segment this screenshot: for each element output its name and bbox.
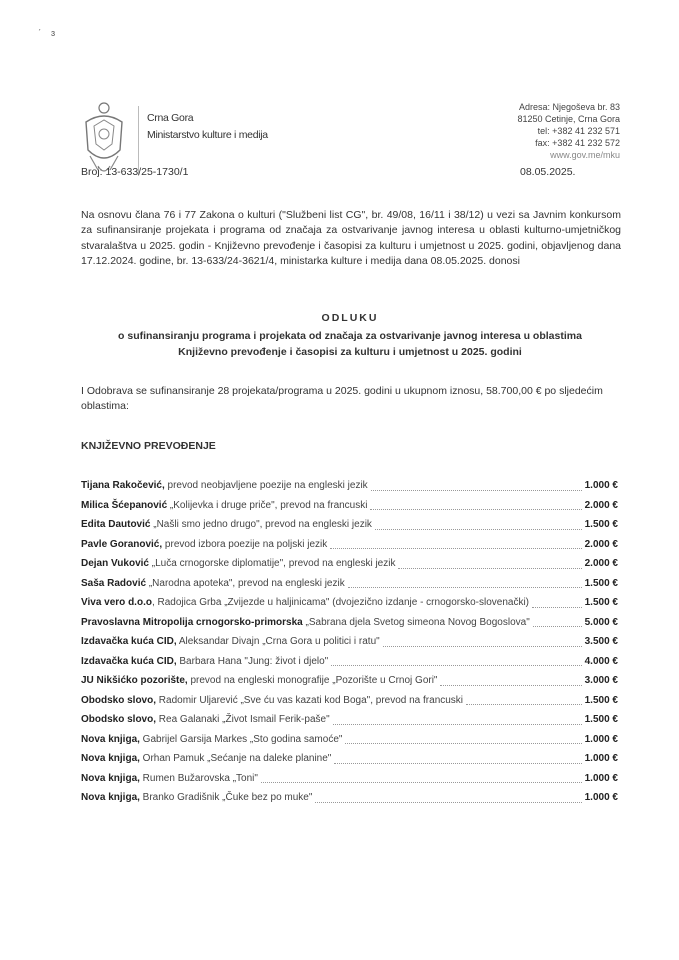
dotted-leader [383,646,582,647]
funding-entry [81,733,618,748]
entry-text [81,694,463,709]
entry-recipient: Tijana Rakočević, [81,480,165,491]
entry-amount: 4.000 € [584,655,618,667]
funding-entry [81,713,618,728]
entry-amount: 1.500 € [584,519,618,530]
entry-amount: 1.500 € [584,694,618,706]
entry-amount: 3.000 € [584,675,618,686]
entry-recipient: Obodsko slovo, [81,714,157,725]
entry-amount: 1.500 € [584,577,618,589]
entry-text [81,499,367,514]
entry-amount: 1.000 € [584,480,618,491]
entry-recipient: Nova knjiga, [81,772,140,784]
entry-recipient: Nova knjiga, [81,733,140,745]
funding-list [81,479,618,811]
entry-text [81,557,395,572]
entry-recipient: JU Nikšićko pozorište, [81,675,188,686]
funding-entry [81,518,618,533]
fax-line: fax: +382 41 232 572 [535,138,620,148]
address-line: Adresa: Njegoševa br. 83 [518,102,620,112]
dotted-leader [375,529,582,530]
funding-entry [81,694,618,709]
dotted-leader [348,587,582,588]
entry-description: Barbara Hana "Jung: život i djelo" [176,655,329,667]
entry-description: Rea Galanaki „Život Ismail Ferik-paše" [156,714,330,725]
organization-block [147,110,268,144]
document-date: 08.05.2025. [520,166,576,178]
entry-text [81,752,331,767]
entry-recipient: Nova knjiga, [81,753,140,764]
entry-text [81,713,330,728]
entry-recipient: Obodsko slovo, [81,694,157,706]
entry-text [81,674,437,689]
entry-amount: 1.000 € [584,792,618,803]
entry-description: Orhan Pamuk „Sećanje na daleke planine" [139,753,332,764]
dotted-leader [371,490,582,491]
entry-text [81,577,345,592]
entry-description: prevod neobjavljene poezije na engleski jezik [164,480,368,491]
dotted-leader [532,607,582,608]
dotted-leader [333,724,582,725]
entry-amount: 2.000 € [584,558,618,569]
ministry-name: Ministarstvo kulture i medija [147,129,268,141]
address-block [517,101,620,161]
entry-description: „Sabrana djela Svetog simeona Novog Bogoslova" [302,616,530,628]
entry-recipient: Izdavačka kuća CID, [81,636,177,647]
entry-description: „Narodna apoteka", prevod na engleski jezik [146,577,345,589]
summary-paragraph: I Odobrava se sufinansiranje 28 projekata/programa u 2025. godini u ukupnom iznosu, 58.700,00 € po sljedećim oblastima: [81,385,603,412]
dotted-leader [331,665,581,666]
dotted-leader [261,782,582,783]
entry-description: Branko Gradišnik „Čuke bez po muke" [139,792,313,803]
entry-text [81,479,368,494]
funding-entry [81,752,618,767]
funding-entry [81,557,618,572]
entry-description: Aleksandar Divajn „Crna Gora u politici i ratu" [176,636,380,647]
entry-recipient: Viva vero d.o.o [81,597,152,608]
dotted-leader [466,704,582,705]
address-line: 81250 Cetinje, Crna Gora [517,114,620,124]
entry-recipient: Edita Dautović [81,519,151,530]
reference-number: Broj: 13-633/25-1730/1 [81,166,189,178]
decision-subtitle: o sufinansiranju programa i projekata od značaja za ostvarivanje javnog interesa u oblastima Književno prevođenje i časopisi za kulturu i umjetnost u 2025. godini [118,330,582,358]
decision-title: ODLUKU [321,312,379,324]
website-link[interactable]: www.gov.me/mku [550,150,620,160]
entry-recipient: Pavle Goranović, [81,538,163,550]
entry-description: „Našli smo jedno drugo", prevod na engleski jezik [150,519,372,530]
funding-entry [81,479,618,494]
entry-amount: 3.500 € [584,636,618,647]
entry-text [81,635,380,650]
funding-entry [81,538,618,553]
entry-recipient: Dejan Vuković [81,558,149,569]
entry-description: „Luča crnogorske diplomatije", prevod na engleski jezik [149,558,396,569]
funding-entry [81,655,618,670]
entry-recipient: Saša Radović [81,577,147,589]
funding-entry [81,616,618,631]
entry-amount: 5.000 € [584,616,618,628]
entry-description: Radomir Uljarević „Sve ću vas kazati kod Boga", prevod na francuski [156,694,464,706]
funding-entry [81,499,618,514]
funding-entry [81,635,618,650]
dotted-leader [330,548,581,549]
entry-amount: 2.000 € [584,499,618,511]
scan-artifact: ˊ ɜ [38,28,56,38]
entry-text [81,772,258,787]
entry-amount: 1.000 € [584,753,618,764]
entry-recipient: Nova knjiga, [81,792,140,803]
entry-description: , Radojica Grba „Zvijezde u haljinicama" (dvojezično izdanje - crnogorsko-slovenački) [151,597,529,608]
entry-description: Gabrijel Garsija Markes „Sto godina samoće" [139,733,343,745]
entry-text [81,596,529,611]
entry-text [81,518,372,533]
dotted-leader [370,509,581,510]
section-heading: KNJIŽEVNO PREVOĐENJE [81,440,216,452]
dotted-leader [398,568,581,569]
funding-entry [81,674,618,689]
entry-description: prevod izbora poezije na poljski jezik [162,538,328,550]
dotted-leader [315,802,581,803]
entry-text [81,655,328,670]
entry-recipient: Milica Šćepanović [81,499,168,511]
country-name: Crna Gora [147,112,194,124]
funding-entry [81,596,618,611]
entry-text [81,733,342,748]
entry-recipient: Izdavačka kuća CID, [81,655,177,667]
dotted-leader [345,743,581,744]
dotted-leader [440,685,581,686]
phone-line: tel: +382 41 232 571 [537,126,620,136]
entry-amount: 1.000 € [584,772,618,784]
entry-description: Rumen Bužarovska „Toni" [139,772,258,784]
entry-amount: 1.500 € [584,714,618,725]
entry-recipient: Pravoslavna Mitropolija crnogorsko-primorska [81,616,303,628]
entry-text [81,791,312,806]
entry-description: prevod na engleski monografije „Pozorište u Crnoj Gori" [187,675,438,686]
dotted-leader [334,763,581,764]
funding-entry [81,577,618,592]
funding-entry [81,791,618,806]
entry-text [81,616,530,631]
dotted-leader [533,626,582,627]
entry-amount: 1.000 € [584,733,618,745]
entry-amount: 2.000 € [584,538,618,550]
funding-entry [81,772,618,787]
coat-of-arms-logo [80,100,128,176]
entry-text [81,538,327,553]
entry-description: „Kolijevka i druge priče", prevod na francuski [167,499,368,511]
entry-amount: 1.500 € [584,597,618,608]
intro-paragraph: Na osnovu člana 76 i 77 Zakona o kulturi ("Službeni list CG", br. 49/08, 16/11 i 38/12) u vezi sa Javnim konkursom za sufinansiranje projekata i programa od značaja za ostvarivanje javnog interesa u oblasti kulturno-umjetničkog stvaralaštva u 2025. godin - Književno prevođenje i časopisi za kulturu i umjetnost u 2025. godini, objavljenog dana 17.12.2024. godine, br. 13-633/24-3621/4, ministarka kulture i medija dana 08.05.2025. donosi [81,209,621,267]
